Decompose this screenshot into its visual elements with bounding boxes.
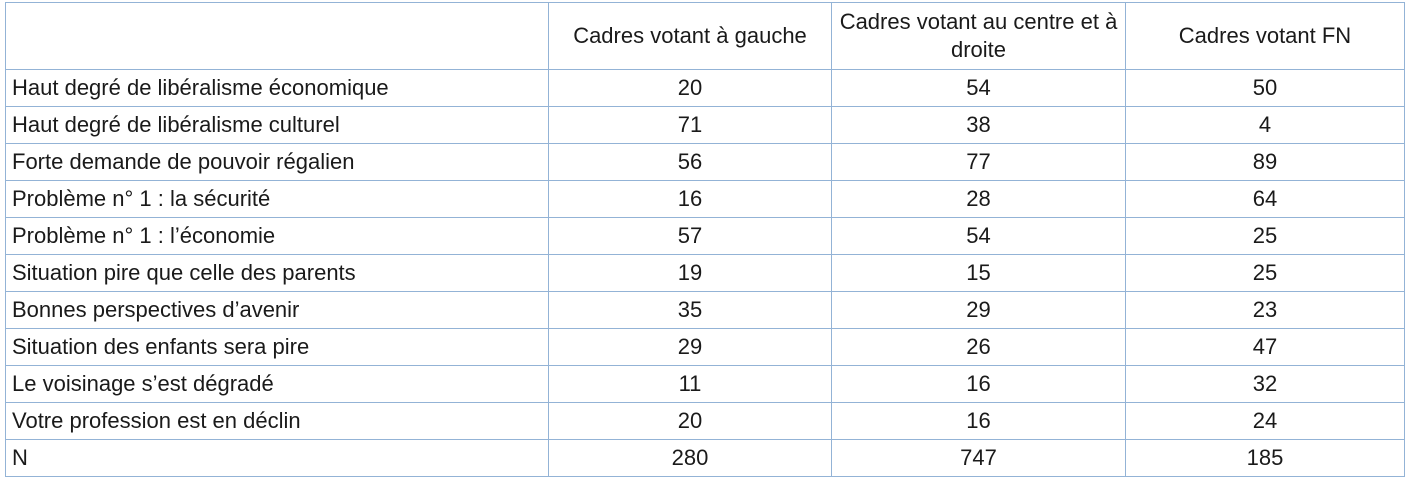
row-label: Situation des enfants sera pire — [6, 329, 549, 366]
row-label: Situation pire que celle des parents — [6, 255, 549, 292]
table-row — [6, 329, 1405, 366]
value-cell: 4 — [1126, 107, 1405, 144]
row-label: Problème n° 1 : l’économie — [6, 218, 549, 255]
header-empty-cell — [6, 3, 549, 70]
value-cell: 26 — [832, 329, 1126, 366]
value-cell: 25 — [1126, 218, 1405, 255]
value-cell: 35 — [549, 292, 832, 329]
survey-table — [5, 2, 1405, 477]
table-row — [6, 181, 1405, 218]
value-cell: 29 — [832, 292, 1126, 329]
value-cell: 50 — [1126, 70, 1405, 107]
header-cadres-fn: Cadres votant FN — [1126, 3, 1405, 70]
header-cadres-centre-droite: Cadres votant au centre et à droite — [832, 3, 1126, 70]
value-cell: 32 — [1126, 366, 1405, 403]
value-cell: 19 — [549, 255, 832, 292]
row-label: Problème n° 1 : la sécurité — [6, 181, 549, 218]
table-row — [6, 255, 1405, 292]
table-header — [6, 3, 1405, 70]
value-cell: 747 — [832, 440, 1126, 477]
table-body — [6, 70, 1405, 477]
row-label: N — [6, 440, 549, 477]
value-cell: 20 — [549, 403, 832, 440]
value-cell: 16 — [549, 181, 832, 218]
value-cell: 16 — [832, 403, 1126, 440]
table-row — [6, 144, 1405, 181]
header-cadres-gauche: Cadres votant à gauche — [549, 3, 832, 70]
value-cell: 16 — [832, 366, 1126, 403]
table-row — [6, 440, 1405, 477]
value-cell: 23 — [1126, 292, 1405, 329]
row-label: Le voisinage s’est dégradé — [6, 366, 549, 403]
value-cell: 71 — [549, 107, 832, 144]
row-label: Haut degré de libéralisme culturel — [6, 107, 549, 144]
value-cell: 54 — [832, 70, 1126, 107]
value-cell: 11 — [549, 366, 832, 403]
table-row — [6, 70, 1405, 107]
value-cell: 47 — [1126, 329, 1405, 366]
value-cell: 64 — [1126, 181, 1405, 218]
table-row — [6, 107, 1405, 144]
value-cell: 24 — [1126, 403, 1405, 440]
value-cell: 29 — [549, 329, 832, 366]
value-cell: 15 — [832, 255, 1126, 292]
value-cell: 57 — [549, 218, 832, 255]
table-row — [6, 403, 1405, 440]
value-cell: 38 — [832, 107, 1126, 144]
table-row — [6, 218, 1405, 255]
value-cell: 89 — [1126, 144, 1405, 181]
value-cell: 20 — [549, 70, 832, 107]
row-label: Haut degré de libéralisme économique — [6, 70, 549, 107]
value-cell: 56 — [549, 144, 832, 181]
table-row — [6, 292, 1405, 329]
value-cell: 28 — [832, 181, 1126, 218]
value-cell: 25 — [1126, 255, 1405, 292]
row-label: Votre profession est en déclin — [6, 403, 549, 440]
table-row — [6, 366, 1405, 403]
header-row — [6, 3, 1405, 70]
row-label: Forte demande de pouvoir régalien — [6, 144, 549, 181]
value-cell: 185 — [1126, 440, 1405, 477]
value-cell: 280 — [549, 440, 832, 477]
value-cell: 77 — [832, 144, 1126, 181]
row-label: Bonnes perspectives d’avenir — [6, 292, 549, 329]
value-cell: 54 — [832, 218, 1126, 255]
